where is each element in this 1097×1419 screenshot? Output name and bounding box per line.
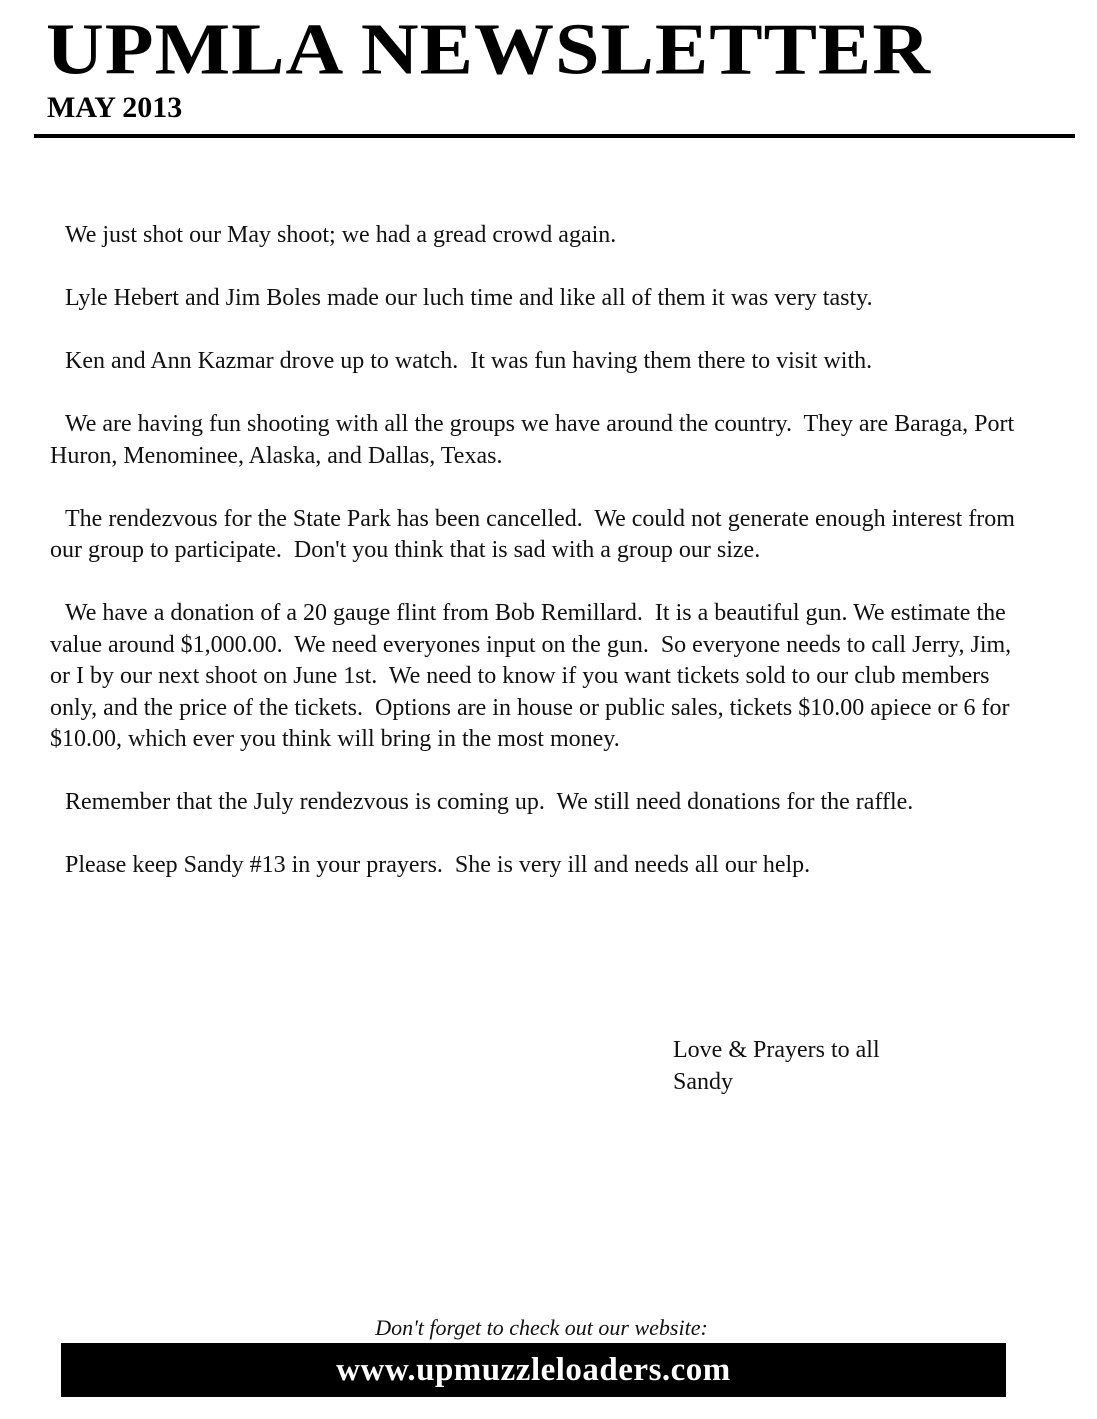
website-banner bbox=[61, 1343, 1006, 1397]
paragraph-gun-donation: We have a donation of a 20 gauge flint from Bob Remillard. It is a beautiful gun. We estimate the value around $1,000.00. We need everyones input on the gun. So everyone needs to call Jerry, Jim, or I by our next shoot on June 1st. We need to know if you want tickets sold to our club members only, and the price of the tickets. Options are in house or public sales, tickets $10.00 apiece or 6 for $10.00, which ever you think will bring in the most money. bbox=[50, 600, 1018, 752]
newsletter-body bbox=[50, 220, 1020, 913]
signoff bbox=[673, 1035, 880, 1098]
website-link[interactable]: www.upmuzzleloaders.com bbox=[336, 1351, 731, 1388]
website-prompt: Don't forget to check out our website: bbox=[375, 1315, 708, 1340]
issue-date: MAY 2013 bbox=[47, 91, 183, 124]
paragraph-july-rendezvous: Remember that the July rendezvous is coming up. We still need donations for the raffle. bbox=[65, 789, 914, 815]
paragraph-may-shoot: We just shot our May shoot; we had a gread crowd again. bbox=[65, 222, 617, 248]
signoff-name: Sandy bbox=[673, 1068, 733, 1095]
signoff-closing: Love & Prayers to all bbox=[673, 1037, 880, 1063]
paragraph-prayers: Please keep Sandy #13 in your prayers. She is very ill and needs all our help. bbox=[65, 852, 811, 878]
paragraph-lunch: Lyle Hebert and Jim Boles made our luch time and like all of them it was very tasty. bbox=[65, 285, 873, 311]
paragraph-rendezvous-cancelled: The rendezvous for the State Park has been cancelled. We could not generate enough interest from our group to participate. Don't you think that is sad with a group our size. bbox=[50, 505, 1021, 563]
newsletter-title: UPMLA NEWSLETTER bbox=[46, 8, 932, 90]
paragraph-visitors: Ken and Ann Kazmar drove up to watch. It was fun having them there to visit with. bbox=[65, 348, 873, 374]
masthead-divider bbox=[34, 134, 1075, 138]
paragraph-groups: We are having fun shooting with all the groups we have around the country. They are Baraga, Port Huron, Menominee, Alaska, and Dallas, Texas. bbox=[50, 411, 1021, 469]
